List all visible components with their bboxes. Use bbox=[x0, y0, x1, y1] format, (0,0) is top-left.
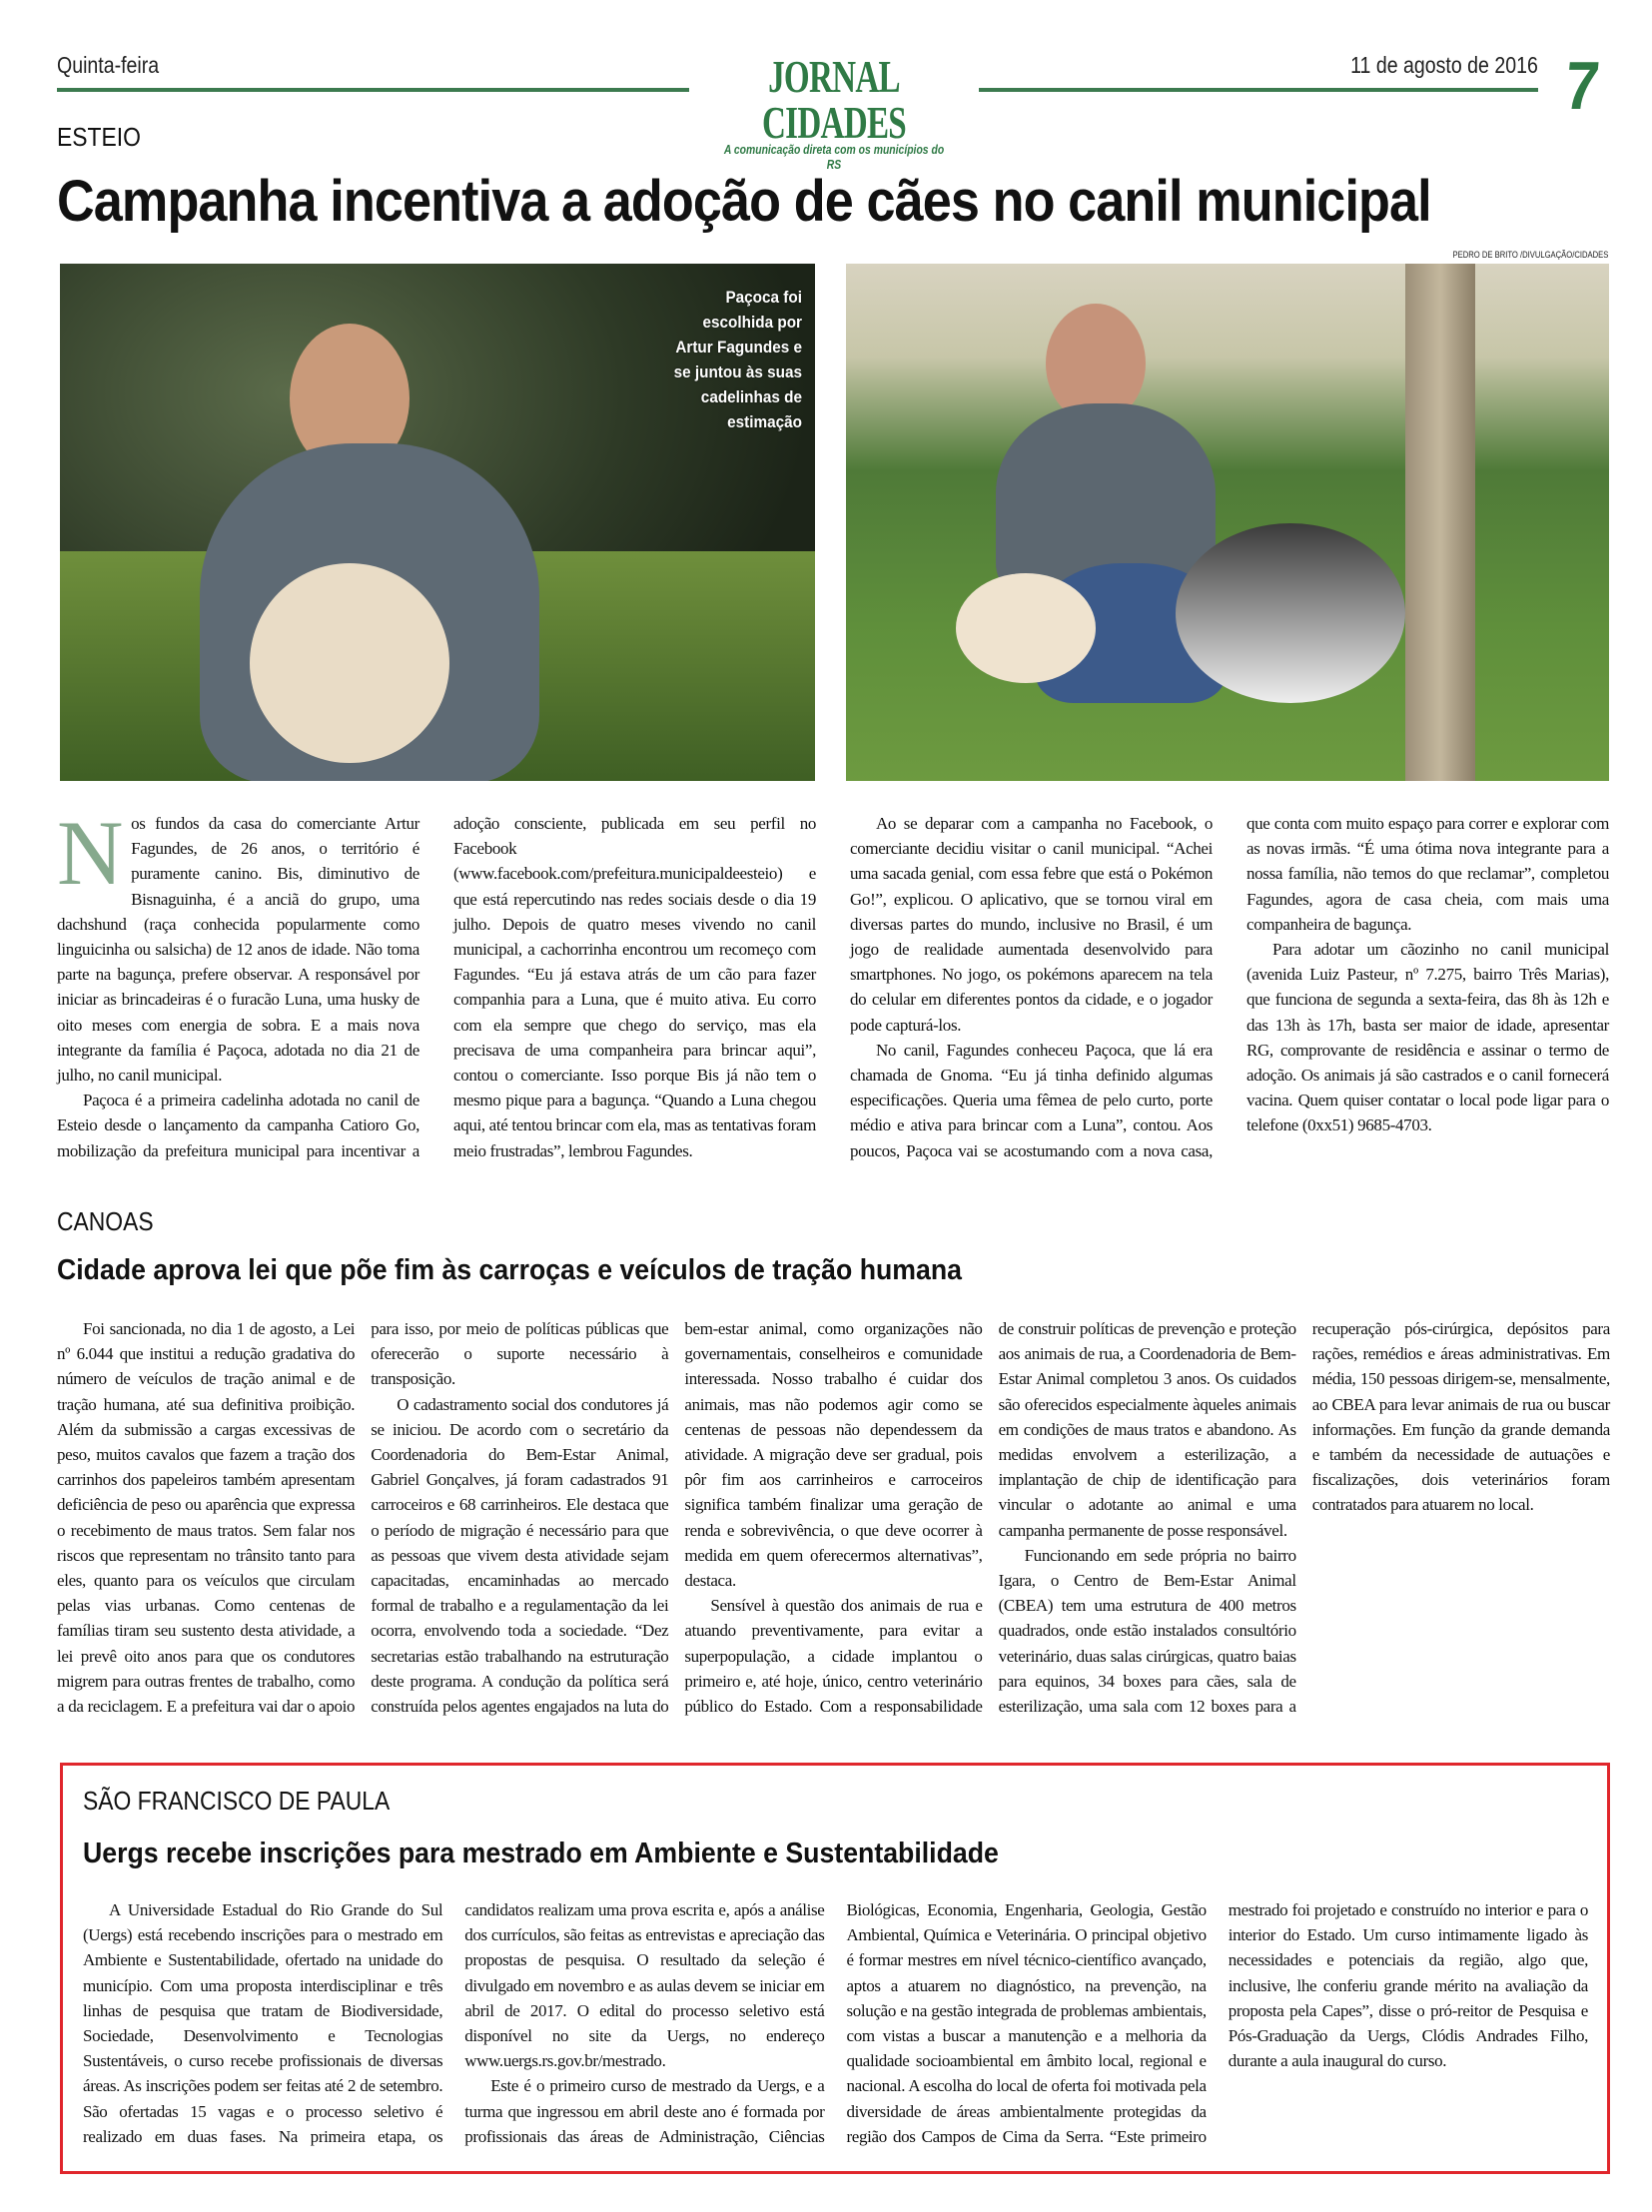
section-label: CANOAS bbox=[57, 1206, 154, 1236]
weekday: Quinta-feira bbox=[57, 52, 160, 78]
section-label: ESTEIO bbox=[57, 122, 141, 152]
paragraph: Paçoca é a primeira cadelinha adotada no canil de Esteio desde o lançamento da campanha Catioro Go, mobilização da prefeitura municipal para incentivar a adoção consciente, publicada em seu perfil no Facebook (www.facebook.com/prefeitura.municipaldeesteio) e que está repercutindo nas redes sociais desde o dia 19 julho. Depois de quatro meses vivendo no canil municipal, a cachorrinha encontrou um recomeço com Fagundes. “Eu já estava atrás de um cão para fazer companhia para a Luna, que é muito ativa. Eu corro com ela sempre que chego do serviço, mas ela precisava de uma companheira para brincar aqui”, contou o comerciante. Isso porque Bis já não tem o mesmo pique para a bagunça. “Quando a Luna chegou aqui, até tentou brincar com ela, mas as tentativas foram meio frustradas”, lembrou Fagundes. bbox=[57, 814, 816, 1160]
paragraph: A Universidade Estadual do Rio Grande do Sul (Uergs) está recebendo inscrições para o mestrado em Ambiente e Sustentabilidade, ofertado na unidade do município. Com uma proposta interdisciplinar e três linhas de pesquisa que tratam de Biodiversidade, Sociedade, Desenvolvimento e Tecnologias Sustentáveis, o curso recebe profissionais de diversas áreas. As inscrições podem ser feitas até 2 de setembro. São ofertadas 15 vagas e o processo seletivo é realizado em duas fases. Na primeira etapa, os candidatos realizam uma prova escrita e, após a análise dos currículos, são feitas as entrevistas e apreciação das propostas de pesquisa. O resultado da seleção é divulgado em novembro e as aulas devem se iniciar em abril de 2017. O edital do processo seletivo está disponível no site da Uergs, no endereço www.uergs.rs.gov.br/mestrado. bbox=[83, 1900, 825, 2146]
article-body bbox=[83, 1897, 1588, 2157]
issue-date: 11 de agosto de 2016 bbox=[1350, 52, 1538, 78]
photo-tree-trunk bbox=[1405, 264, 1475, 781]
headline: Campanha incentiva a adoção de cães no canil municipal bbox=[57, 169, 1431, 234]
paragraph: Foi sancionada, no dia 1 de agosto, a Lei nº 6.044 que institui a redução gradativa do número de veículos de tração animal e de tração humana, até sua definitiva proibição. Além da submissão a cargas excessivas de peso, muitos cavalos que fazem a tração dos carrinhos dos papeleiros também apresentam deficiência de peso ou aparência que expressa o recebimento de maus tratos. Sem falar nos riscos que representam no trânsito tanto para eles, quanto para os veículos que circulam pelas vias urbanas. Como centenas de famílias tiram seu sustento desta atividade, a lei prevê oito anos para que os condutores migrem para outras frentes de trabalho, como a da reciclagem. E a prefeitura vai dar o apoio para isso, por meio de políticas públicas que oferecerão o suporte necessário à transposição. bbox=[57, 1319, 669, 1717]
photo-dog bbox=[250, 563, 449, 763]
paragraph: Nos fundos da casa do comerciante Artur Fagundes, de 26 anos, o território é puramente canino. Bis, diminutivo de Bisnaguinha, é a anciã do grupo, uma dachshund (raça conhecida popularmente como linguicinha ou salsicha) de 12 anos de idade. Não toma parte na bagunça, prefere observar. A responsável por iniciar as brincadeiras é o furacão Luna, uma husky de oito meses com energia de sobra. E a mais nova integrante da família é Paçoca, adotada no dia 21 de julho, no canil municipal. bbox=[57, 802, 419, 1086]
logo bbox=[689, 51, 979, 172]
photo-husky bbox=[1176, 523, 1405, 703]
paragraph: Ao se deparar com a campanha no Facebook, o comerciante decidiu visitar o canil municipal. “Achei uma sacada genial, com essa febre que está o Pokémon Go!”, explicou. O aplicativo, que se tornou viral em diversas partes do mundo, inclusive no Brasil, é um jogo de realidade aumentada desenvolvido para smartphones. No jogo, os pokémons aparecem na tela do celular em diferentes pontos da cidade, e o jogador pode capturá-los. bbox=[850, 814, 1213, 1035]
paragraph: Para adotar um cãozinho no canil municipal (avenida Luiz Pasteur, nº 7.275, bairro Três Marias), que funciona de segunda a sexta-feira, das 8h às 12h e das 13h às 17h, basta ser maior de idade, apresentar RG, comprovante de residência e assinar o termo de adoção. Os animais já são castrados e o canil fornecerá vacina. Quem quiser contatar o local pode ligar para o telefone (0xx51) 9685-4703. bbox=[1246, 940, 1609, 1135]
photo-caption: Paçoca foi escolhida por Artur Fagundes e se juntou às suas cadelinhas de estimação bbox=[673, 288, 802, 431]
article-body bbox=[57, 1316, 1610, 1726]
headline: Cidade aprova lei que põe fim às carroças e veículos de tração humana bbox=[57, 1254, 962, 1286]
photo-small-dog bbox=[956, 573, 1096, 683]
paragraph: Funcionando em sede própria no bairro Igara, o Centro de Bem-Estar Animal (CBEA) tem uma estrutura de 400 metros quadrados, onde estão instalados consultório veterinário, duas salas cirúrgicas, quatro baias para equinos, 34 boxes para cães, sala de esterilização, uma sala com 12 boxes para a recuperação pós-cirúrgica, depósitos para rações, remédios e áreas administrativas. Em média, 150 pessoas dirigem-se, mensalmente, ao CBEA para levar animais de rua ou buscar informações. Em função da grande demanda e também da necessidade de autuações e fiscalizações, dois veterinários foram contratados para atuarem no local. bbox=[998, 1319, 1610, 1717]
photo-credit: PEDRO DE BRITO /DIVULGAÇÃO/CIDADES bbox=[1452, 250, 1608, 260]
paragraph: Sensível à questão dos animais de rua e atuando preventivamente, para evitar a superpopulação, a cidade implantou o primeiro e, até hoje, único, centro veterinário público do Estado. Com a responsabilidade de construir políticas de prevenção e proteção aos animais de rua, a Coordenadoria de Bem-Estar Animal completou 3 anos. Os cuidados são oferecidos especialmente àqueles animais em condições de maus tratos e abandono. As medidas envolvem a esterilização, a implantação de chip de identificação para vincular o adotante ao animal e uma campanha permanente de posse responsável. bbox=[684, 1319, 1296, 1717]
section-label: SÃO FRANCISCO DE PAULA bbox=[83, 1786, 391, 1816]
headline: Uergs recebe inscrições para mestrado em Ambiente e Sustentabilidade bbox=[83, 1838, 999, 1869]
article-body bbox=[57, 802, 1609, 1180]
paragraph: O cadastramento social dos condutores já se iniciou. De acordo com o secretário da Coordenadoria do Bem-Estar Animal, Gabriel Gonçalves, já foram cadastrados 91 carroceiros e 68 carrinheiros. Ele destaca que o período de migração é necessário para que as pessoas que vivem desta atividade sejam capacitadas, encaminhadas ao mercado formal de trabalho e a regulamentação da lei ocorra, envolvendo toda a sociedade. “Dez secretarias estão trabalhando na estruturação deste programa. A condução da política será construída pelos agentes engajados na luta do bem-estar animal, como organizações não governamentais, conselheiros e comunidade interessada. Nosso trabalho é cuidar dos animais, mas não podemos agir como se centenas de pessoas não dependessem da atividade. A migração deve ser gradual, pois pôr fim aos carrinheiros e carroceiros significa também finalizar uma geração de renda e sobrevivência, o que deve ocorrer à medida em quem oferecermos alternativas”, destaca. bbox=[371, 1319, 983, 1717]
paragraph: Este é o primeiro curso de mestrado da Uergs, e a turma que ingressou em abril deste ano é formada por profissionais das áreas de Administração, Ciências Biológicas, Economia, Engenharia, Geologia, Gestão Ambiental, Química e Veterinária. O principal objetivo é formar mestres em nível técnico-científico avançado, aptos a atuarem no diagnóstico, na prevenção, na solução e na gestão integrada de problemas ambientais, com vistas a buscar a manutenção e a melhoria da qualidade socioambiental em âmbito local, regional e nacional. A escolha do local de oferta foi motivada pela diversidade de áreas ambientalmente protegidas da região dos Campos de Cima da Serra. “Este primeiro mestrado foi projetado e construído no interior e para o interior do Estado. Um curso intimamente ligado às necessidades e potenciais da região, algo que, inclusive, lhe conferiu grande mérito na avaliação da proposta pela Capes”, disse o pró-reitor de Pesquisa e Pós-Graduação da Uergs, Clódis Andrades Filho, durante a aula inaugural do curso. bbox=[464, 1900, 1588, 2146]
photo-man-with-dogs-garden bbox=[846, 264, 1609, 781]
logo-tagline: A comunicação direta com os municípios do RS bbox=[723, 142, 945, 172]
logo-text: JORNAL CIDADES bbox=[761, 51, 907, 148]
page-number: 7 bbox=[1561, 48, 1603, 124]
paragraph: No canil, Fagundes conheceu Paçoca, que lá era chamada de Gnoma. “Eu já tinha definido algumas especificações. Queria uma fêmea de pelo curto, porte médio e ativa para brincar com a Luna”, contou. Aos poucos, Paçoca vai se acostumando com a nova casa, que conta com muito espaço para correr e explorar com as novas irmãs. “É uma ótima nova integrante para a nossa família, não temos do que reclamar”, completou Fagundes, agora de casa cheia, com mais uma companheira de bagunça. bbox=[850, 814, 1609, 1160]
dropcap: N bbox=[57, 802, 124, 904]
